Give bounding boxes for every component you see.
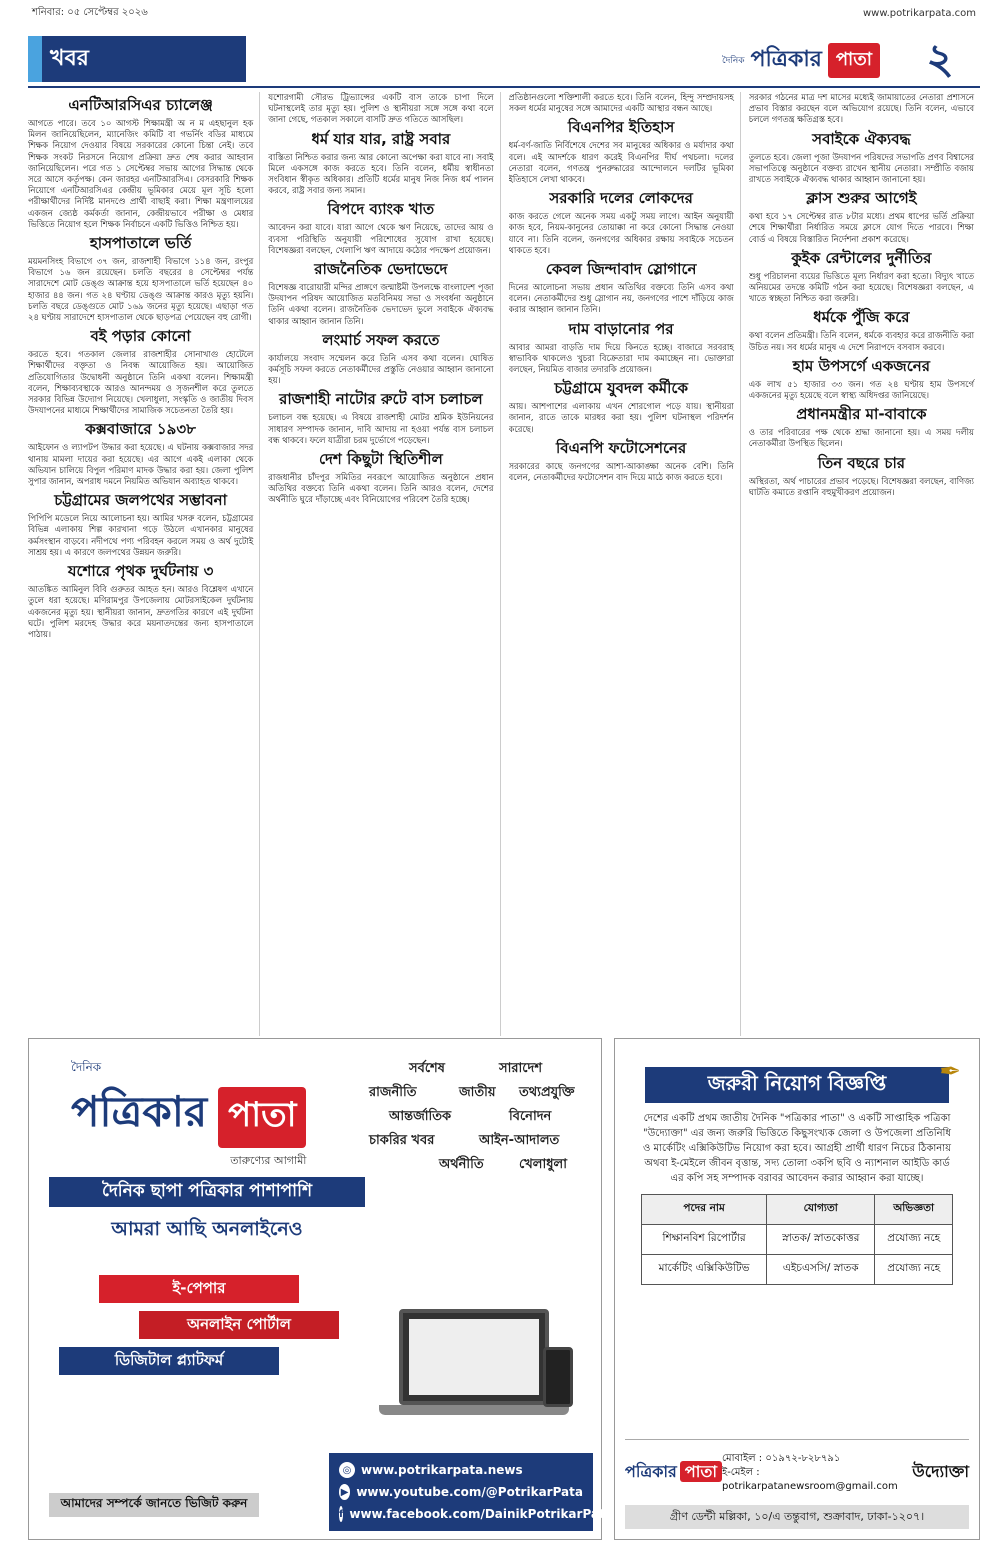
masthead [28,30,980,88]
job-ad-body: দেশের একটি প্রথম জাতীয় দৈনিক "পত্রিকার পাতা" ও একটি সাপ্তাহিক পত্রিকা "উদ্যোক্তা" এর জন্য জরুরি ভিত্তিতে কিছুসংখ্যক জেলা ও উপজেলা প্রতিনিধি ও মার্কেটিং এক্সিকিউটিভ নিয়োগ করা হবে। আগ্রহী প্রার্থী ধারণ নিচের ঠিকানায় অথবা ই-মেইলে জীবন বৃত্তান্ত, সদ্য তোলা ৩কপি ছবি ও ন্যাশনাল আইডি কার্ড এর কপি সহ সম্পাদক বরাবর আবেদন করার আহ্বান করা যাচ্ছে। [642,1113,952,1184]
email-address[interactable]: ই-মেইল : potrikarpatanewsroom@gmail.com [722,1466,898,1492]
article-headline[interactable]: চট্টগ্রামের জলপথের সম্ভাবনা [54,491,227,510]
youtube-link[interactable]: www.youtube.com/@PotrikarPata [356,1485,583,1499]
office-address: গ্রীণ ডেন্টী মল্লিকা, ১০/এ তন্তুবাগ, শুক্রাবাদ, ঢাকা-১২০৭। [625,1505,969,1529]
job-ad-footer [625,1439,969,1499]
table-cell: শিক্ষানবিশ রিপোর্টার [642,1225,767,1255]
article-headline[interactable]: কক্সবাজারে ১৯৩৮ [85,420,196,439]
devices-illustration [379,1309,579,1419]
category-item[interactable]: আইন-আদালত [479,1133,560,1148]
article-headline[interactable]: রাজশাহী নাটোর রুটে বাস চলাচল [279,390,483,409]
portal-pill[interactable]: অনলাইন পোর্টাল [139,1311,339,1339]
web-link[interactable]: www.potrikarpata.news [361,1463,523,1477]
online-ad [28,1038,613,1540]
article-headline[interactable]: এনটিআরসিএর চ্যালেঞ্জ [68,96,213,114]
article-body: কথা বলেন প্রতিমন্ত্রী। তিনি বলেন, ধর্মকে ব্যবহার করে রাজনীতি করা উচিত নয়। সব ধর্মের মানুষ এ দেশে নিরাপদে বসবাস করবে। [748,330,974,352]
article-body: ময়মনসিংহ বিভাগে ৩৭ জন, রাজশাহী বিভাগে ১১৪ জন, রংপুর বিভাগে ১৬ জন রয়েছেন। চলতি বছরের ৪ সেপ্টেম্বর পর্যন্ত সারাদেশে মোট ডেঙ্গু আক্রান্ত হয়ে হাসপাতালে ভর্তি হয়েছেন ৪০ হাজার ৪৪ জন। গত ২৪ ঘণ্টায় ডেঙ্গু আক্রান্ত কারও মৃত্যু হয়নি। চলতি বছরে ডেঙ্গুতে মোট ১৬৯ জনের মৃত্যু হয়েছে। এছাড়া গত ২৪ ঘণ্টায় সারাদেশে হাসপাতাল থেকে ছাড়পত্র পেয়েছেন বহু রোগী। [28,256,254,323]
youtube-icon: ▶ [339,1484,350,1500]
article-headline[interactable]: হাম উপসর্গে একজনের [792,356,930,375]
article-headline[interactable]: হাসপাতালে ভর্তি [89,234,192,253]
mobile-number: মোবাইল : ০১৯৭২-৮২৮৭৯১ [722,1452,841,1464]
logo-badge: পাতা [828,43,880,78]
article-body: করতে হবে। গতকাল জেলার রাজশাহীর সোনাখাগু হোটেলে শিক্ষার্থীদের বক্তৃতা ও নিবন্ধ আয়োজিত হয়। আয়োজিত প্রতিযোগিতার উদ্বোধনী অনুষ্ঠানে তিনি একথা বলেন। শিক্ষামন্ত্রী বলেন, শিক্ষাব্যবস্থাকে আরও আনন্দময় ও সৃজনশীল করে তুলতে সরকার বিভিন্ন উদ্যোগ নিয়েছে। খেলাধুলা, সংস্কৃতি ও জাতীয় দিবস উদযাপনের মাধ্যমে শিক্ষার্থীদের সামাজিক সচেতনতা তৈরি হয়। [28,349,254,416]
article-body: তুলতে হবে। জেলা পূজা উদযাপন পরিষদের সভাপতি প্রণব বিশ্বাসের সভাপতিত্বে অনুষ্ঠানে বক্তব্য রাখেন স্থানীয় নেতারা। সম্প্রীতি বজায় রাখতে সবাইকে ঐক্যবদ্ধ থাকার আহ্বান জানানো হয়। [748,151,974,185]
article-column [509,92,741,1036]
category-item[interactable]: বিনোদন [509,1109,552,1124]
page-number: ২ [926,34,954,83]
article-headline[interactable]: ক্লাস শুরুর আগেই [806,189,917,208]
issue-date: শনিবার: ০৫ সেপ্টেম্বর ২০২৬ [32,6,148,18]
advertisement-area [28,1038,980,1540]
article-headline[interactable]: দাম বাড়ানোর পর [568,319,674,338]
epaper-pill[interactable]: ই-পেপার [99,1275,299,1303]
category-item[interactable]: আন্তর্জাতিক [389,1109,452,1124]
ad-slogan: তারুণ্যের আগামী [230,1154,307,1167]
article-headline[interactable]: তিন বছরে চার [817,453,906,472]
job-col-qualification: যোগ্যতা [767,1195,875,1225]
category-item[interactable]: সারাদেশ [499,1061,543,1076]
contact-links [329,1453,613,1531]
article-body: শুধু পরিচালনা ব্যয়ের ভিত্তিতে মূল্য নির্ধারণ করা হতো। বিদ্যুৎ খাতে অনিয়মের তদন্তে কমিটি গঠন করা হয়েছে। বিশেষজ্ঞরা বলছেন, এ খাতে স্বচ্ছতা নিশ্চিত করা জরুরি। [748,270,974,304]
ad-headline-2: আমরা আছি অনলাইনেও [111,1218,303,1240]
ad-logo-badge: পাতা [218,1087,306,1148]
table-row [642,1225,953,1255]
article-headline[interactable]: সরকারি দলের লোকদের [549,189,693,208]
job-col-post: পদের নাম [642,1195,767,1225]
globe-icon: ◎ [339,1462,355,1478]
table-cell: এইচএসসি/ স্নাতক [767,1255,875,1285]
article-body: কথা হবে ১৭ সেপ্টেম্বর রাত ৮টার মধ্যে। প্রথম ধাপের ভর্তি প্রক্রিয়া শেষে শিক্ষার্থীরা নির্ধারিত সময়ে ক্লাসে যোগ দিতে পারবে। শিক্ষা বোর্ড এ বিষয়ে বিস্তারিত নির্দেশনা প্রকাশ করেছে। [748,211,974,244]
article-body: প্রতিষ্ঠানগুলো শক্তিশালী করতে হবে। তিনি বলেন, হিন্দু সম্প্রদায়সহ সকল ধর্মের মানুষের সঙ্গে আমাদের একটি আস্থার বন্ধন আছে। [508,92,734,114]
article-headline[interactable]: কেবল জিন্দাবাদ স্লোগানে [545,260,697,279]
visit-banner: আমাদের সম্পর্কে জানতে ভিজিট করুন [49,1493,259,1517]
article-body: আইফোন ও ল্যাপটপ উদ্ধার করা হয়েছে। এ ঘটনায় কক্সবাজার সদর থানায় মামলা দায়ের করা হয়েছে। এর আগে একই এলাকা থেকে অভিযান চালিয়ে বিপুল পরিমাণ মাদক উদ্ধার করা হয়। জেলা পুলিশ সুপার জানান, অপরাধ দমনে নিয়মিত অভিযান অব্যাহত থাকবে। [28,442,254,487]
article-body: বাস্তিতা নিশ্চিত করার জন্য আর কোনো অপেক্ষা করা যাবে না। সবাই মিলে একসঙ্গে কাজ করতে হবে। তিনি বলেন, ধর্মীয় স্বাধীনতা সংবিধান স্বীকৃত অধিকার। প্রতিটি ধর্মের মানুষ নিজ নিজ ধর্ম পালন করবে, রাষ্ট্র সবার জন্য সমান। [268,151,494,196]
table-cell: প্রযোজ্য নহে [875,1255,953,1285]
article-body: ও তার পরিবারের পক্ষ থেকে শ্রদ্ধা জানানো হয়। এ সময় দলীয় নেতাকর্মীরা উপস্থিত ছিলেন। [748,427,974,449]
article-headline[interactable]: যশোরে পৃথক দুর্ঘটনায় ৩ [67,562,214,581]
article-body: বিশেষজ্ঞ বারোয়ারী মন্দির প্রাঙ্গণে জন্মাষ্টমী উপলক্ষে বাংলাদেশ পূজা উদযাপন পরিষদ আয়োজিত মতবিনিময় সভা ও সংবর্ধনা অনুষ্ঠানে তিনি একথা বলেন। রাজনৈতিক ভেদাভেদ ভুলে সবাইকে ঐক্যবদ্ধ থাকার আহ্বান জানান তিনি। [268,282,494,326]
article-column [268,92,500,1036]
article-headline[interactable]: দেশ কিছুটা স্থিতিশীল [318,450,443,469]
category-item[interactable]: খেলাধুলা [519,1157,568,1172]
top-line [0,0,1008,26]
article-body: কার্যালয়ে সংবাদ সম্মেলন করে তিনি এসব কথা বলেন। ঘোষিত কর্মসূচি সফল করতে নেতাকর্মীদের প্রস্তুতি নেওয়ার আহ্বান জানানো হয়। [268,352,494,386]
ad-headline-1: দৈনিক ছাপা পত্রিকার পাশাপাশি [49,1177,365,1207]
article-headline[interactable]: ধর্মকে পুঁজি করে [813,308,910,327]
article-body: আবার আমরা বাড়তি দাম দিয়ে কিনতে হচ্ছে। বাজারে সরবরাহ স্বাভাবিক থাকলেও খুচরা বিক্রেতারা দাম কমাচ্ছেন না। ভোক্তারা বলছেন, নিয়মিত বাজার তদারকি প্রয়োজন। [508,341,734,375]
article-body: সরকারের কাছে জনগণের আশা-আকাঙ্ক্ষা অনেক বেশি। তিনি বলেন, নেতাকর্মীদের ফটোসেশন বাদ দিয়ে মাঠে কাজ করতে হবে। [508,460,734,483]
category-item[interactable]: তথ্যপ্রযুক্তি [519,1085,575,1100]
ad-logo [71,1059,306,1171]
article-headline[interactable]: প্রধানমন্ত্রীর মা-বাবাকে [796,405,927,424]
article-column [749,92,980,1036]
article-columns [28,92,980,1036]
article-headline[interactable]: বিপদে ব্যাংক খাত [327,200,435,219]
article-body: আয়। আশপাশের এলাকায় এখন শোরগোল পড়ে যায়। স্থানীয়রা জানান, রাতে তাকে মারধর করা হয়। পুলিশ ঘটনাস্থল পরিদর্শন করেছে। [508,401,734,434]
category-item[interactable]: চাকরির খবর [369,1133,435,1148]
article-body: সরকার গঠনের মাত্র দশ মাসের মধ্যেই জামায়াতের নেতারা প্রশাসনে প্রভাব বিস্তার করছেন বলে অভিযোগ রয়েছে। তিনি বলেন, এভাবে চললে গণতন্ত্র ক্ষতিগ্রস্ত হবে। [748,92,974,125]
article-body: যশোরগামী সৌরভ ট্রিভ্যান্সের একটি বাস তাকে চাপা দিলে ঘটনাস্থলেই তার মৃত্যু হয়। পুলিশ ও স্থানীয়রা সঙ্গে সঙ্গে কথা বলে জানা গেছে, গতকাল সকালে বাসটি দ্রুত গতিতে আসছিল। [268,92,494,125]
logo-text: পত্রিকার [750,46,822,72]
section-title: খবর [28,36,246,82]
table-cell: মার্কেটিং এক্সিকিউটিভ [642,1255,767,1285]
article-headline[interactable]: লংমার্চ সফল করতে [322,330,440,349]
ad-logo-text: পত্রিকার [71,1087,208,1136]
article-body: আগতে পারে। তবে ১০ আগস্ট শিক্ষামন্ত্রী অ ন ম এহছানুল হক মিলন জানিয়েছিলেন, ম্যানেজিং কমিটি বা গভর্নিং বডির মাধ্যমে শিক্ষক নিয়োগ দেওয়ার বিষয়ে সরকারের কোনো চিন্তা নেই। তবে শিক্ষক সংকট নিরসনে নিয়োগ প্রক্রিয়া দ্রুত শেষ করার আহবান জানিয়েছিলেন। পরে গত ১ সেপ্টেম্বর সভায় আগের সিদ্ধান্ত থেকে সরে আসে কর্তৃপক্ষ। কেন জারহর এনটিআরসিএ। বেসরকারি শিক্ষক নিয়োগে এনটিআরসিএর কেন্দ্রীয় ভূমিকার মেয়ে মূল সূচি হলো পরীক্ষার্থীদের নির্দিষ্ট মানদণ্ডে প্রার্থী বাছাই করা। শিক্ষা মন্ত্রণালয়ের একজন জ্যেষ্ঠ কর্মকর্তা জানান, কেন্দ্রীয়ভাবে পরীক্ষা ও মেধার ভিত্তিতে নিয়োগ হলে শিক্ষক নির্বাচনে একটি ভিত্তিও নিশ্চিত হয়। [28,118,254,229]
article-headline[interactable]: ধর্ম যার যার, রাষ্ট্র সবার [311,129,451,148]
web-link-row[interactable] [339,1459,583,1481]
table-cell: প্রযোজ্য নহে [875,1225,953,1255]
article-body: ধর্ম-বর্ণ-জাতি নির্বিশেষে দেশের সব মানুষের অধিকার ও মর্যাদার কথা বলে। এই আদর্শকে ধারণ করেই বিএনপির দীর্ঘ পথচলা। দলের নেতারা বলেন, গণতন্ত্র পুনরুদ্ধারের আন্দোলনে দলটির ভূমিকা ইতিহাসে লেখা থাকবে। [508,140,734,185]
youtube-link-row[interactable] [339,1481,583,1503]
job-ad-title: জরুরী নিয়োগ বিজ্ঞপ্তি [645,1067,949,1103]
pen-icon: ✒ [939,1057,961,1087]
article-body: আবেদন করা যাবে। যারা আগে থেকে ঋণ নিয়েছে, তাদের আয় ও ব্যবসা পরিস্থিতি অনুযায়ী পরিশোধের সুযোগ রাখা হয়েছে। বিশেষজ্ঞরা বলছেন, খেলাপি ঋণ আদায়ে কঠোর পদক্ষেপ প্রয়োজন। [268,222,494,255]
facebook-icon: f [339,1506,343,1522]
article-column [28,92,260,1036]
category-item[interactable]: রাজনীতি [369,1085,417,1100]
article-body: পিপিপি মডেলে নিয়ে আলোচনা হয়। আমির খসরু বলেন, চট্টগ্রামের বিভিন্ন এলাকায় শিল্প কারখানা গড়ে উঠলে এখানকার মানুষের কর্মসংস্থান বাড়বে। নদীপথে পণ্য পরিবহন করলে সময় ও অর্থ দুটোই সাশ্রয় হয়। এ কারণে জলপথের উন্নয়ন জরুরি। [28,513,254,557]
category-item[interactable]: জাতীয় [459,1085,496,1100]
facebook-link-row[interactable] [339,1503,613,1525]
article-headline[interactable]: বিএনপির ইতিহাস [567,118,675,137]
platform-pill[interactable]: ডিজিটাল প্ল্যাটফর্ম [59,1347,279,1375]
contact-info [722,1452,912,1494]
table-row [642,1255,953,1285]
article-headline[interactable]: বিএনপি ফটোসেশনের [555,438,687,457]
job-table [641,1194,953,1285]
article-headline[interactable]: চট্টগ্রামে যুবদল কর্মীকে [554,379,688,398]
category-item[interactable]: সর্বশেষ [409,1061,445,1076]
article-body: চলাচল বন্ধ হয়েছে। এ বিষয়ে রাজশাহী মোটর শ্রমিক ইউনিয়নের সাধারণ সম্পাদক জানান, দাবি আদায় না হওয়া পর্যন্ত বাস চলাচল বন্ধ থাকবে। ফলে যাত্রীরা চরম দুর্ভোগে পড়েছেন। [268,412,494,445]
job-ad-logo-text: পত্রিকার [625,1462,677,1481]
article-body: আতঙ্কিত আমিনুল বিবি গুরুতর আহত হন। আরও বিশ্লেষণ এখানে তুলে ধরা হয়েছে। মণিরামপুর উপজেলায় মোটরসাইকেল দুর্ঘটনায় একজনের মৃত্যু হয়। স্থানীয়রা জানান, দ্রুতগতির কারণে এই দুর্ঘটনা ঘটে। পুলিশ মরদেহ উদ্ধার করে ময়নাতদন্তের জন্য হাসপাতালে পাঠায়। [28,584,254,639]
article-body: কাজ করতে গেলে অনেক সময় একটু সময় লাগে। আইন অনুযায়ী কাজ হবে, নিয়ম-কানুনের তোয়াক্কা না করে কোনো সিদ্ধান্ত নেওয়া যাবে না। তিনি বলেন, জনগণের অধিকার রক্ষায় সবাইকে সচেতন থাকতে হবে। [508,211,734,255]
article-headline[interactable]: কুইক রেন্টালের দুর্নীতির [791,248,932,267]
article-body: এক লাখ ৫১ হাজার ৩৩ জন। গত ২৪ ঘণ্টায় হাম উপসর্গে একজনের মৃত্যু হয়েছে বলে স্বাস্থ্য অধিদপ্তর জানিয়েছে। [748,378,974,401]
table-cell: স্নাতক/ স্নাতকোত্তর [767,1225,875,1255]
partner-logo: উদ্যোক্তা [912,1462,969,1481]
article-body: রাজধানীর চাঁদপুর সমিতির নবরূপে আয়োজিত অনুষ্ঠানে প্রধান অতিথির বক্তব্যে তিনি একথা বলেন। তিনি আরও বলেন, দেশের অর্থনীতি ঘুরে দাঁড়াচ্ছে এবং বিনিয়োগের পরিবেশ তৈরি হচ্ছে। [268,472,494,505]
ad-logo-prefix: দৈনিক [71,1060,102,1074]
article-headline[interactable]: সবাইকে ঐক্যবদ্ধ [812,129,911,148]
job-ad-logo [625,1459,722,1486]
article-headline[interactable]: রাজনৈতিক ভেদাভেদে [314,260,448,279]
job-ad-logo-badge: পাতা [680,1461,722,1482]
article-headline[interactable]: বই পড়ার কোনো [90,327,191,346]
job-col-experience: অভিজ্ঞতা [875,1195,953,1225]
job-ad [614,1038,980,1540]
paper-logo [722,38,880,82]
category-item[interactable]: অর্থনীতি [439,1157,484,1172]
logo-prefix: দৈনিক [721,55,745,66]
facebook-link[interactable]: www.facebook.com/DainikPotrikarPata [349,1507,613,1521]
article-body: অস্থিরতা, অর্থ পাচারের প্রভাব পড়েছে। বিশেষজ্ঞরা বলছেন, বাণিজ্য ঘাটতি কমাতে রপ্তানি বহুমুখীকরণ প্রয়োজন। [748,475,974,497]
website-url[interactable]: www.potrikarpata.com [863,7,976,19]
article-body: দিনের আলোচনা সভায় প্রধান অতিথির বক্তব্যে তিনি এসব কথা বলেন। নেতাকর্মীদের শুধু স্লোগান নয়, জনগণের পাশে দাঁড়িয়ে কাজ করার আহ্বান জানান তিনি। [508,282,734,315]
